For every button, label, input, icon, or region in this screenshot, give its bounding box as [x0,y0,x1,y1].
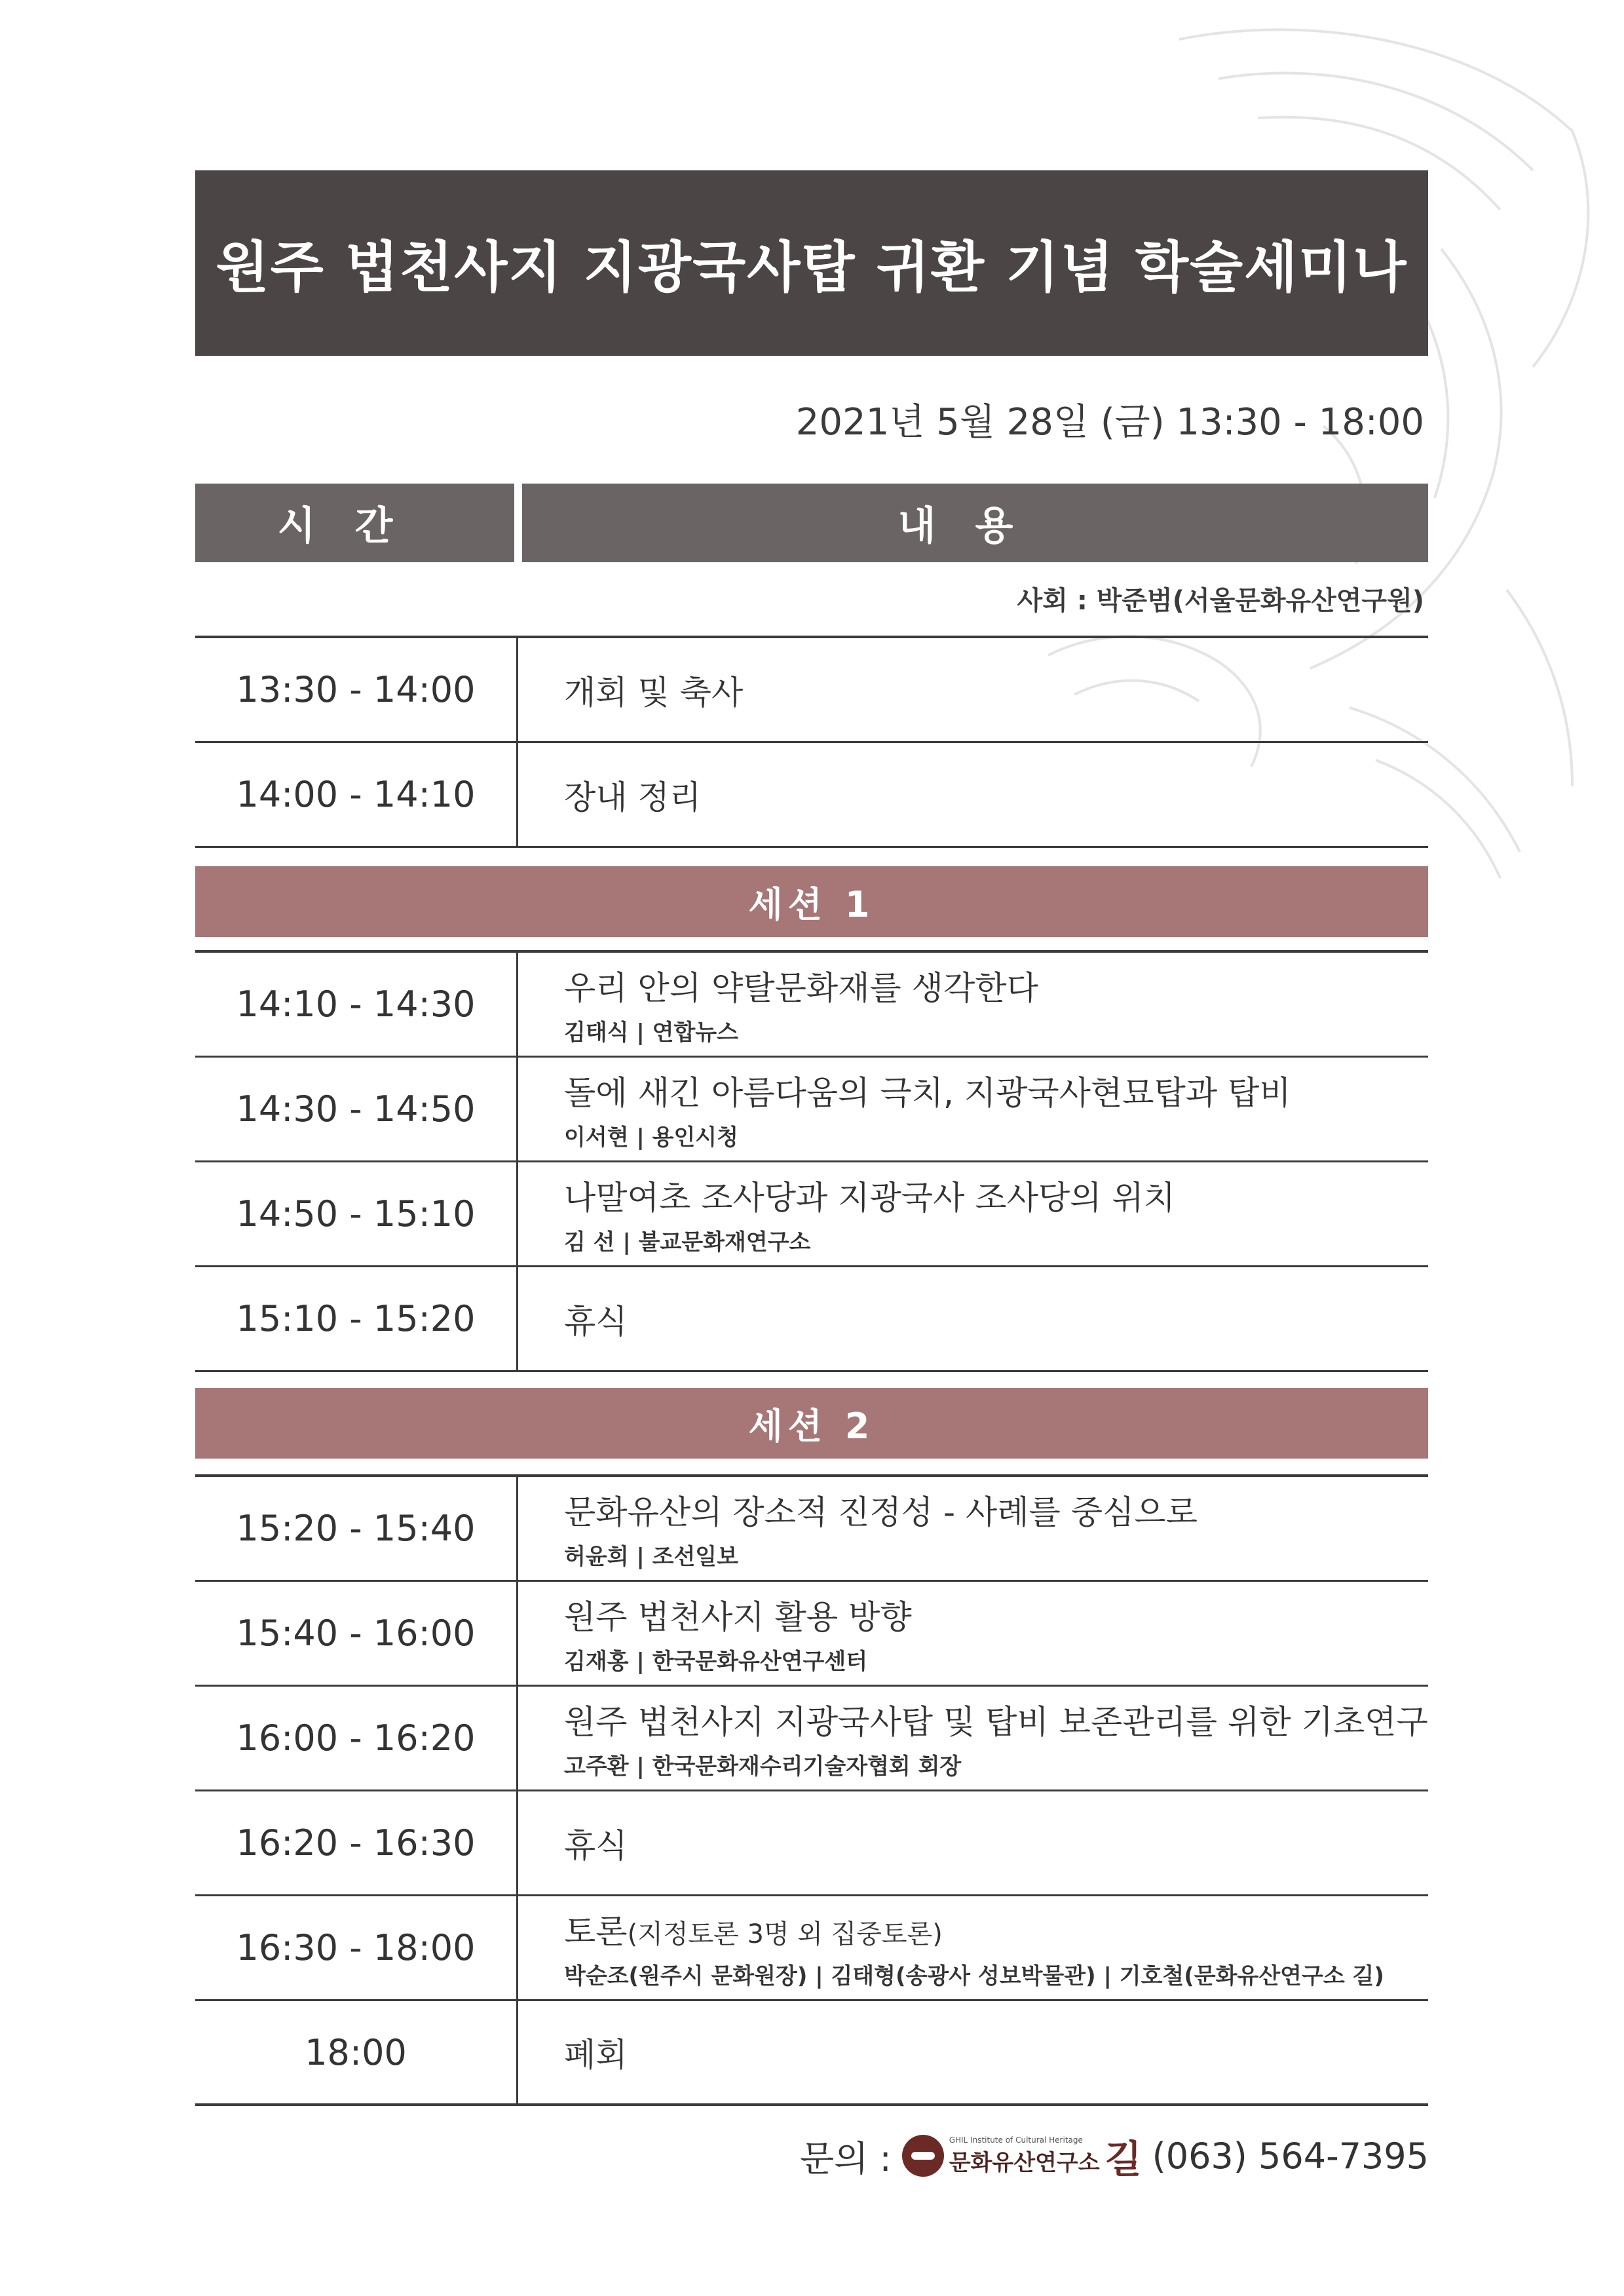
row-time: 14:00 - 14:10 [195,743,518,846]
table-row [195,2001,1428,2106]
session-1-table [195,953,1428,1372]
row-time: 14:30 - 14:50 [195,1058,518,1160]
row-time: 15:20 - 15:40 [195,1477,518,1580]
row-title: 휴식 [564,1826,628,1865]
table-row [195,1791,1428,1896]
session-2-banner: 세션 2 [195,1388,1428,1459]
row-title: 원주 법천사지 지광국사탑 및 탑비 보존관리를 위한 기초연구 [564,1703,1428,1741]
row-title: 우리 안의 약탈문화재를 생각한다 [564,969,1038,1007]
row-speaker: 고주환 | 한국문화재수리기술자협회 회장 [564,1753,962,1780]
row-title: 휴식 [564,1302,628,1341]
logo-icon [902,2135,944,2177]
header-content: 내용 [522,484,1428,562]
table-row [195,1162,1428,1267]
title-banner [195,170,1428,356]
row-title: 돌에 새긴 아름다움의 극치, 지광국사현묘탑과 탑비 [564,1074,1291,1112]
contact-line [800,2128,1429,2183]
row-title: 개회 및 축사 [564,673,744,712]
table-row [195,743,1428,848]
row-time: 15:40 - 16:00 [195,1582,518,1685]
row-speaker: 허윤희 | 조선일보 [564,1544,738,1570]
row-title: 원주 법천사지 활용 방향 [564,1598,912,1636]
row-time: 16:20 - 16:30 [195,1791,518,1894]
logo-gil: 길 [1105,2137,1142,2181]
table-row [195,1687,1428,1791]
discussion-title: 토론 [564,1913,628,1951]
table-row [195,1896,1428,2001]
logo-subtext: GHIL Institute of Cultural Heritage [949,2135,1083,2145]
row-title: 장내 정리 [564,778,702,816]
row-time: 16:00 - 16:20 [195,1687,518,1789]
row-time: 18:00 [195,2001,518,2103]
row-time: 14:10 - 14:30 [195,953,518,1056]
contact-phone[interactable]: (063) 564-7395 [1152,2135,1429,2177]
row-speaker: 김 선 | 불교문화재연구소 [564,1229,811,1255]
session-1-banner: 세션 1 [195,866,1428,937]
table-row [195,638,1428,743]
discussion-subtitle: (지정토론 3명 외 집중토론) [627,1919,943,1949]
logo-name: 문화유산연구소 [949,2149,1100,2176]
row-speaker: 박순조(원주시 문화원장) | 김태형(송광사 성보박물관) | 기호철(문화유산연구소 길) [564,1963,1384,1989]
row-time: 15:10 - 15:20 [195,1267,518,1370]
row-speaker: 김태식 | 연합뉴스 [564,1020,738,1046]
event-date: 2021년 5월 28일 (금) 13:30 - 18:00 [795,401,1424,444]
row-speaker: 이서현 | 용인시청 [564,1124,738,1151]
contact-label: 문의 : [800,2137,892,2179]
header-time: 시간 [195,484,514,562]
table-row [195,1267,1428,1372]
row-title: 폐회 [564,2036,628,2074]
institute-logo [902,2128,1142,2183]
row-title: 나말여초 조사당과 지광국사 조사당의 위치 [564,1179,1175,1217]
table-row [195,953,1428,1058]
table-row [195,1058,1428,1162]
page-title: 원주 법천사지 지광국사탑 귀환 기념 학술세미나 [216,235,1408,299]
row-title: 문화유산의 장소적 진정성 - 사례를 중심으로 [564,1493,1198,1531]
opening-table [195,638,1428,848]
row-time: 13:30 - 14:00 [195,638,518,741]
row-title [564,1905,1428,1953]
session-2-table [195,1477,1428,2106]
host-text: 사회 : 박준범(서울문화유산연구원) [1017,586,1424,616]
table-row [195,1477,1428,1582]
row-speaker: 김재홍 | 한국문화유산연구센터 [564,1649,868,1675]
row-time: 14:50 - 15:10 [195,1162,518,1265]
table-row [195,1582,1428,1687]
row-time: 16:30 - 18:00 [195,1896,518,1999]
